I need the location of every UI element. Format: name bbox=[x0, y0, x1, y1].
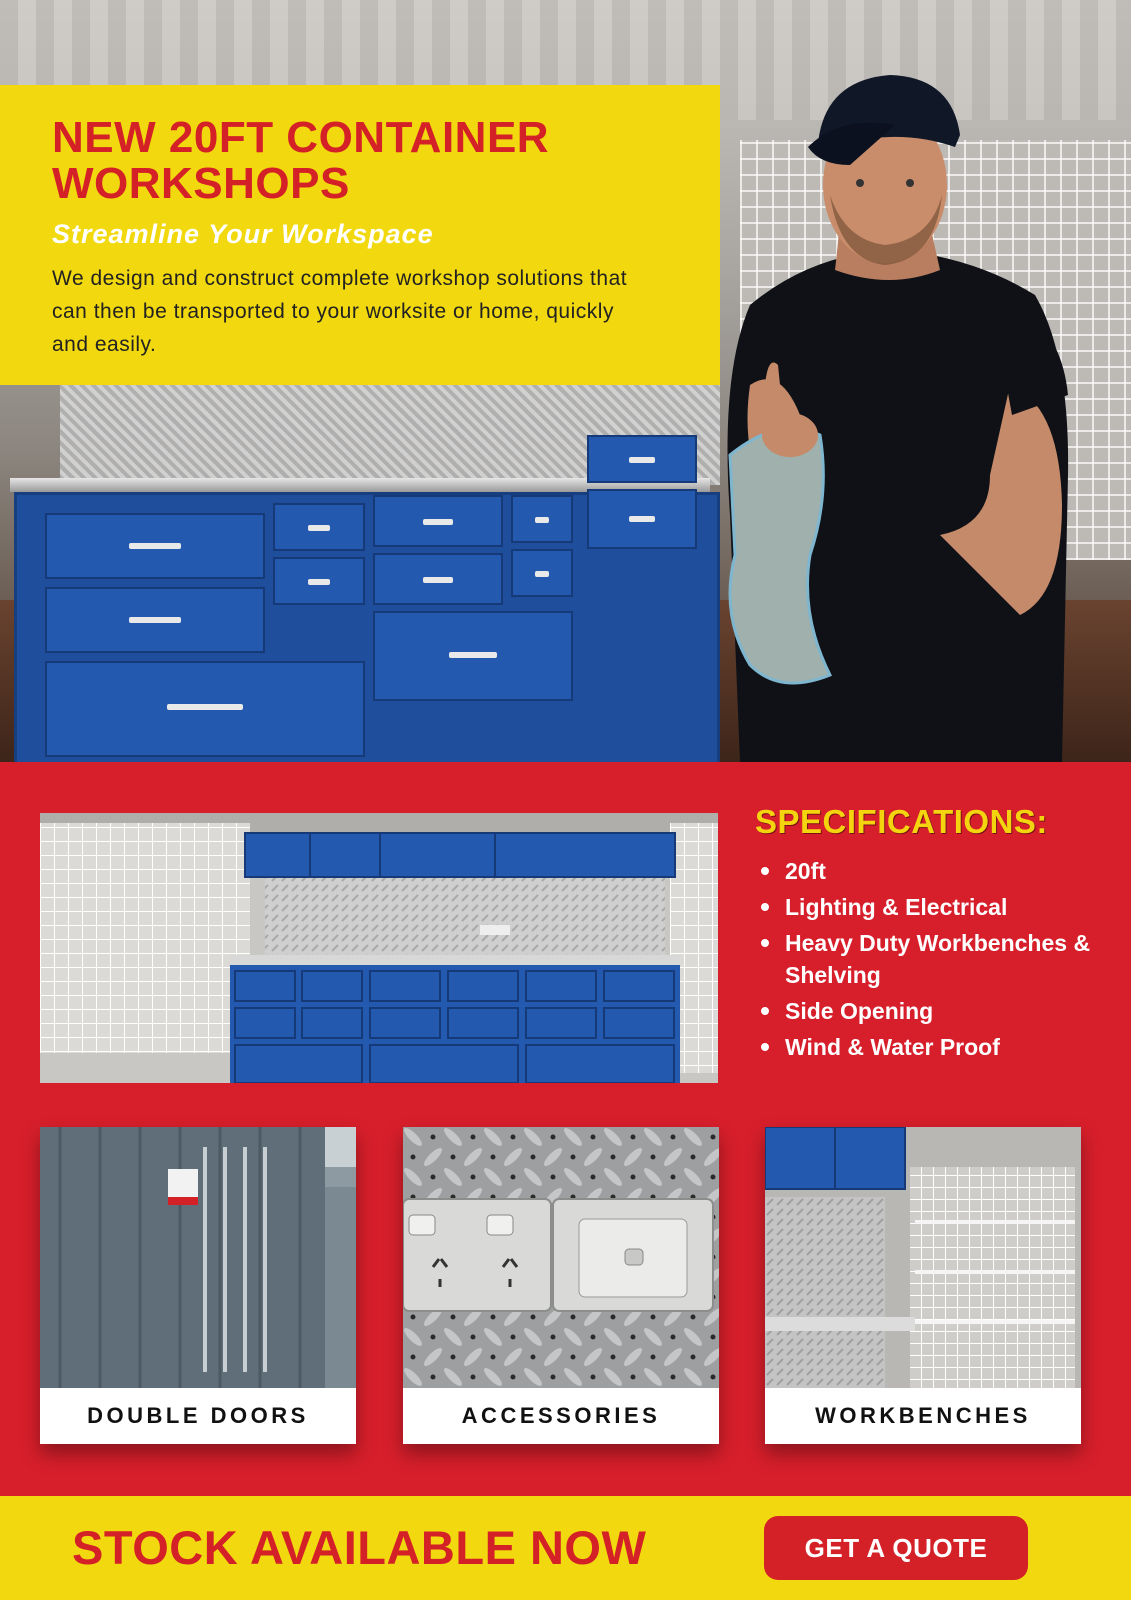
drawer bbox=[45, 587, 265, 653]
spec-item bbox=[755, 891, 1115, 923]
shelving-illustration bbox=[765, 1127, 1081, 1388]
drawer bbox=[373, 611, 573, 701]
feature-card-accessories bbox=[403, 1127, 719, 1444]
title-line-2: WORKSHOPS bbox=[52, 159, 350, 208]
bullet-icon bbox=[761, 1007, 769, 1015]
hero-subtitle: Streamline Your Workspace bbox=[52, 219, 434, 249]
hero-section bbox=[0, 0, 1131, 762]
spec-item bbox=[755, 1031, 1115, 1063]
spec-item-label: Heavy Duty Workbenches & Shelving bbox=[785, 930, 1091, 988]
specifications-panel bbox=[755, 803, 1115, 1067]
card-label: ACCESSORIES bbox=[461, 1403, 661, 1428]
workbenches-photo bbox=[765, 1127, 1081, 1388]
drawer bbox=[511, 549, 573, 597]
feature-card-workbenches bbox=[765, 1127, 1081, 1444]
drawer bbox=[587, 489, 697, 549]
bullet-icon bbox=[761, 867, 769, 875]
double-doors-photo bbox=[40, 1127, 356, 1388]
spec-item-label: Side Opening bbox=[785, 998, 934, 1024]
hero-description: We design and construct complete workshop solutions that can then be transported to your worksite or home, quickly and easily. bbox=[52, 267, 628, 356]
bullet-icon bbox=[761, 939, 769, 947]
drawer bbox=[373, 553, 503, 605]
specifications-list bbox=[755, 855, 1115, 1063]
spec-item-label: 20ft bbox=[785, 858, 826, 884]
specifications-title: SPECIFICATIONS: bbox=[755, 803, 1048, 840]
stock-available-headline: STOCK AVAILABLE NOW bbox=[72, 1521, 647, 1574]
card-label: DOUBLE DOORS bbox=[87, 1403, 309, 1428]
drawer bbox=[45, 513, 265, 579]
blue-workbench-cabinets bbox=[14, 492, 720, 762]
drawer bbox=[273, 557, 365, 605]
workshop-interior-illustration bbox=[40, 813, 718, 1083]
drawer bbox=[373, 495, 503, 547]
drawer bbox=[511, 495, 573, 543]
title-line-1: NEW 20FT CONTAINER bbox=[52, 113, 550, 162]
accessories-photo bbox=[403, 1127, 719, 1388]
drawer bbox=[273, 503, 365, 551]
container-doors-illustration bbox=[40, 1127, 356, 1388]
spec-item-label: Lighting & Electrical bbox=[785, 894, 1008, 920]
get-a-quote-button[interactable]: GET A QUOTE bbox=[764, 1516, 1028, 1580]
power-outlet-illustration bbox=[403, 1127, 719, 1388]
card-label: WORKBENCHES bbox=[815, 1403, 1031, 1428]
bullet-icon bbox=[761, 1043, 769, 1051]
spec-item bbox=[755, 927, 1115, 991]
bullet-icon bbox=[761, 903, 769, 911]
drawer bbox=[45, 661, 365, 757]
drawer bbox=[587, 435, 697, 483]
page-title bbox=[52, 115, 720, 207]
workshop-interior-photo bbox=[40, 813, 718, 1083]
spec-item-label: Wind & Water Proof bbox=[785, 1034, 1000, 1060]
feature-card-double-doors bbox=[40, 1127, 356, 1444]
hero-text-panel bbox=[0, 85, 720, 385]
spec-item bbox=[755, 995, 1115, 1027]
spec-item bbox=[755, 855, 1115, 887]
footer-cta-bar bbox=[0, 1496, 1131, 1600]
worker-photo bbox=[690, 55, 1090, 762]
